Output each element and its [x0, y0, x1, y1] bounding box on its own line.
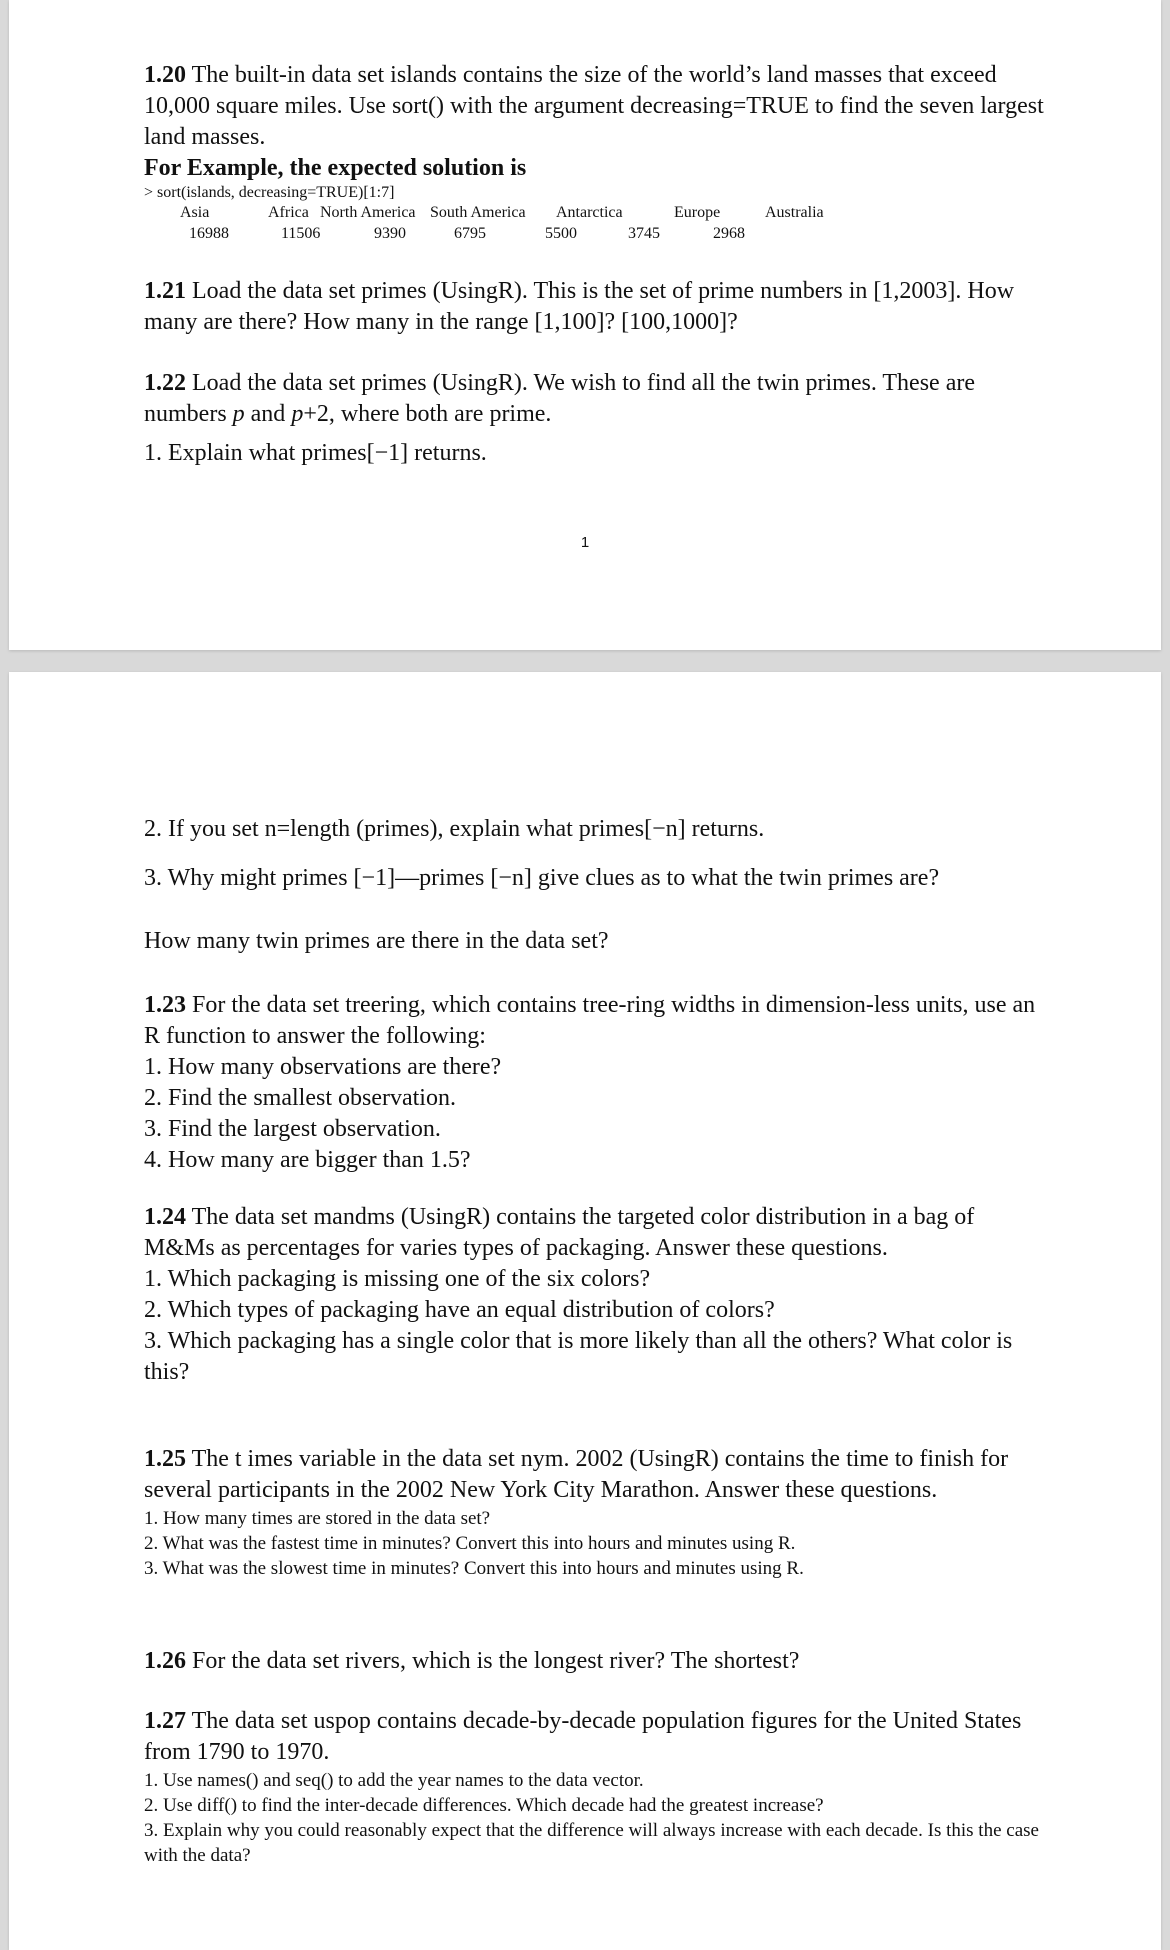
r-command: > sort(islands, decreasing=TRUE)[1:7] — [144, 184, 395, 201]
question-text: The data set mandms (UsingR) contains the targeted color distribution in a bag of M&Ms as percentages for varies types of packaging. Answer these questions. — [144, 1204, 975, 1261]
list-item: 1. How many observations are there? — [144, 1054, 502, 1080]
r-output — [144, 203, 844, 245]
output-name: Antarctica — [556, 204, 623, 221]
question-number: 1.22 — [144, 370, 186, 396]
output-name: North America — [320, 204, 416, 221]
question-1-25 — [144, 1444, 1044, 1581]
list-item: 2. What was the fastest time in minutes? Convert this into hours and minutes using R. — [144, 1533, 796, 1554]
example-heading: For Example, the expected solution is — [144, 155, 527, 181]
question-text: The built-in data set islands contains the size of the world’s land masses that exceed 10,000 square miles. Use sort() with the argument decreasing=TRUE to find the seven largest land masses. — [144, 62, 1044, 150]
list-item: 2. Which types of packaging have an equal distribution of colors? — [144, 1297, 775, 1323]
output-name: Asia — [180, 204, 210, 221]
question-1-22-item-4: How many twin primes are there in the data set? — [144, 928, 609, 954]
question-1-26 — [144, 1646, 1044, 1677]
question-1-27 — [144, 1706, 1044, 1868]
question-text: The t imes variable in the data set nym. 2002 (UsingR) contains the time to finish for several participants in the 2002 New York City Marathon. Answer these questions. — [144, 1446, 1009, 1503]
list-item: 3. Find the largest observation. — [144, 1116, 441, 1142]
list-item: 1. How many times are stored in the data set? — [144, 1508, 491, 1529]
question-text: Load the data set primes (UsingR). This is the set of prime numbers in [1,2003]. How many are there? How many in the range [1,100]? [100,1000]? — [144, 278, 1015, 335]
question-1-22-item-2: 2. If you set n=length (primes), explain what primes[−n] returns. — [144, 816, 765, 842]
list-item: 2. Use diff() to find the inter-decade differences. Which decade had the greatest increase? — [144, 1795, 824, 1816]
question-1-23 — [144, 990, 1044, 1176]
output-name: Europe — [674, 204, 721, 221]
list-item: 4. How many are bigger than 1.5? — [144, 1147, 471, 1173]
list-item: 3. Which packaging has a single color that is more likely than all the others? What color is this? — [144, 1328, 1013, 1385]
question-number: 1.26 — [144, 1648, 186, 1674]
question-number: 1.24 — [144, 1204, 186, 1230]
question-text: For the data set treering, which contains tree-ring widths in dimension-less units, use an R function to answer the following: — [144, 992, 1036, 1049]
output-name: Australia — [765, 204, 824, 221]
output-value: 3745 — [628, 225, 660, 242]
question-1-24 — [144, 1202, 1044, 1388]
output-value: 2968 — [713, 225, 745, 242]
output-value: 6795 — [454, 225, 486, 242]
question-1-21 — [144, 276, 1044, 338]
question-number: 1.21 — [144, 278, 186, 304]
list-item: 2. Find the smallest observation. — [144, 1085, 456, 1111]
output-value: 5500 — [545, 225, 577, 242]
question-1-22: 1.22 Load the data set primes (UsingR). We wish to find all the twin primes. These are numbers p and p+2, where both are prime. — [144, 370, 975, 427]
question-1-22-item-3: 3. Why might primes [−1]—primes [−n] give clues as to what the twin primes are? — [144, 865, 940, 891]
question-text: The data set uspop contains decade-by-decade population figures for the United States from 1790 to 1970. — [144, 1708, 1022, 1765]
question-number: 1.23 — [144, 992, 186, 1018]
question-1-20 — [144, 60, 1044, 153]
list-item: 1. Which packaging is missing one of the six colors? — [144, 1266, 651, 1292]
output-name: Africa — [268, 204, 309, 221]
list-item: 3. What was the slowest time in minutes? Convert this into hours and minutes using R. — [144, 1558, 804, 1579]
question-number: 1.20 — [144, 62, 186, 88]
document-page-2 — [9, 672, 1161, 1950]
question-1-22-item-1: 1. Explain what primes[−1] returns. — [144, 440, 487, 466]
question-number: 1.27 — [144, 1708, 186, 1734]
document-page-1 — [9, 0, 1161, 650]
question-number: 1.25 — [144, 1446, 186, 1472]
page-number: 1 — [580, 534, 590, 551]
list-item: 3. Explain why you could reasonably expect that the difference will always increase with each decade. Is this the case with the data? — [144, 1820, 1039, 1866]
output-value: 11506 — [281, 225, 321, 242]
output-name: South America — [430, 204, 526, 221]
list-item: 1. Use names() and seq() to add the year names to the data vector. — [144, 1770, 644, 1791]
output-value: 9390 — [374, 225, 406, 242]
question-text: For the data set rivers, which is the longest river? The shortest? — [186, 1648, 800, 1674]
output-value: 16988 — [189, 225, 229, 242]
